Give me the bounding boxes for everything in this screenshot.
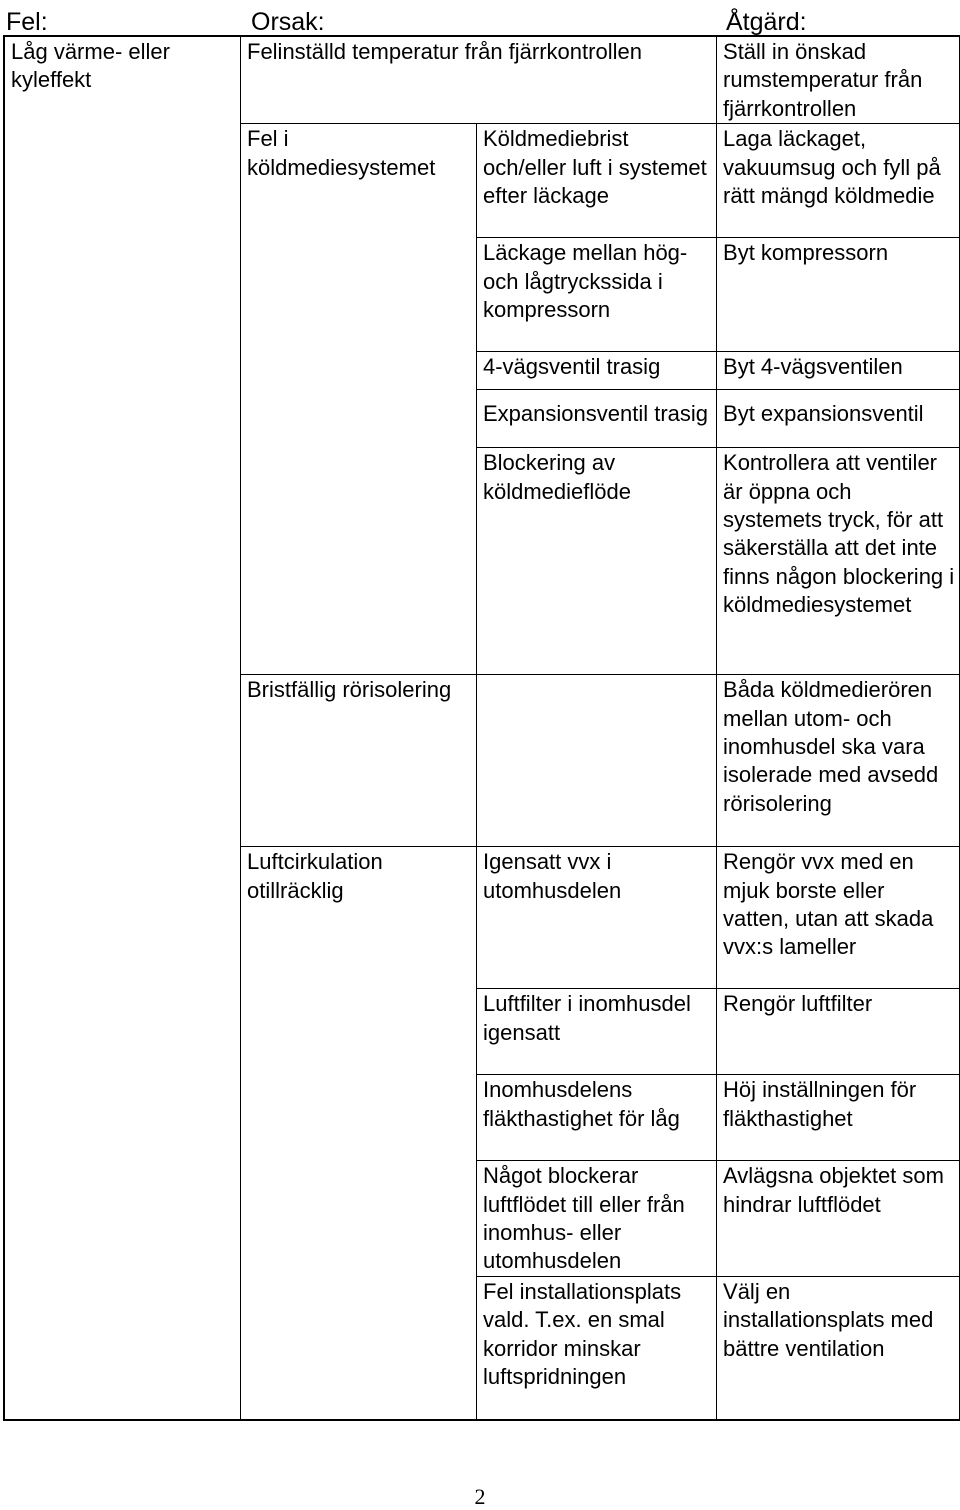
detail-cell (477, 675, 717, 847)
detail-cell (477, 1276, 717, 1419)
cause-text: Fel i köldmediesystemet (247, 126, 436, 180)
detail-cell (477, 448, 717, 675)
detail-cell (477, 390, 717, 448)
action-cell (717, 390, 960, 448)
action-cell (717, 675, 960, 847)
table-row (5, 37, 960, 124)
action-text: Rengör luftfilter (723, 991, 873, 1017)
action-cell (717, 124, 960, 238)
action-cell (717, 1075, 960, 1161)
action-cell (717, 1276, 960, 1419)
cause-cell (241, 37, 717, 124)
detail-text: Igensatt vvx i utomhusdelen (483, 849, 622, 903)
detail-cell (477, 847, 717, 989)
action-text: Rengör vvx med en mjuk borste eller vatten, utan att skada vvx:s lameller (723, 849, 934, 960)
action-text: Ställ in önskad rumstemperatur från fjärrkontrollen (723, 39, 923, 121)
page-number: 2 (474, 1484, 486, 1509)
header-fault: Fel: (6, 8, 48, 36)
detail-text: Inomhusdelens fläkthastighet för låg (483, 1077, 680, 1131)
action-cell (717, 989, 960, 1075)
detail-text: Blockering av köldmedieflöde (483, 450, 631, 504)
detail-text: Köldmediebrist och/eller luft i systemet efter läckage (483, 126, 707, 209)
fault-text: Låg värme- eller kyleffekt (11, 39, 170, 93)
detail-cell (477, 1075, 717, 1161)
detail-cell (477, 1161, 717, 1277)
fault-cell (5, 37, 241, 1420)
action-text: Byt kompressorn (723, 240, 889, 266)
action-cell (717, 448, 960, 675)
troubleshooting-table (4, 36, 960, 1420)
detail-cell (477, 238, 717, 352)
action-cell (717, 1161, 960, 1277)
cause-text: Felinställd temperatur från fjärrkontrollen (247, 39, 642, 64)
detail-text: Fel installationsplats vald. T.ex. en smal korridor minskar luftspridningen (483, 1278, 682, 1390)
action-text: Kontrollera att ventiler är öppna och systemets tryck, för att säkerställa att det inte finns någon blockering i köldmediesystemet (723, 450, 955, 618)
action-text: Höj inställningen för fläkthastighet (723, 1077, 917, 1131)
detail-cell (477, 989, 717, 1075)
action-cell (717, 352, 960, 390)
detail-text: Luftfilter i inomhusdel igensatt (483, 991, 691, 1045)
detail-text: 4-vägsventil trasig (483, 354, 661, 380)
action-text: Välj en installationsplats med bättre ventilation (723, 1278, 934, 1361)
action-text: Laga läckaget, vakuumsug och fyll på rätt mängd köldmedie (723, 126, 941, 209)
cause-cell (241, 847, 477, 1420)
detail-cell (477, 352, 717, 390)
action-text: Byt 4-vägsventilen (723, 354, 903, 380)
header-action: Åtgärd: (726, 8, 807, 36)
cause-text: Bristfällig rörisolering (247, 677, 452, 703)
detail-text: Expansionsventil trasig (483, 401, 709, 427)
action-cell (717, 847, 960, 989)
action-text: Båda köldmedierören mellan utom- och inomhusdel ska vara isolerade med avsedd rörisolering (723, 677, 939, 816)
detail-text: Något blockerar luftflödet till eller från inomhus- eller utomhusdelen (483, 1163, 685, 1274)
detail-text: Läckage mellan hög- och lågtryckssida i kompressorn (483, 240, 688, 323)
detail-cell (477, 124, 717, 238)
cause-text: Luftcirkulation otillräcklig (247, 849, 383, 903)
cause-cell (241, 675, 477, 847)
action-text: Byt expansionsventil (723, 401, 924, 427)
action-text: Avlägsna objektet som hindrar luftflödet (723, 1163, 944, 1217)
header-cause: Orsak: (251, 8, 325, 36)
action-cell (717, 238, 960, 352)
cause-cell (241, 124, 477, 675)
action-cell (717, 37, 960, 124)
